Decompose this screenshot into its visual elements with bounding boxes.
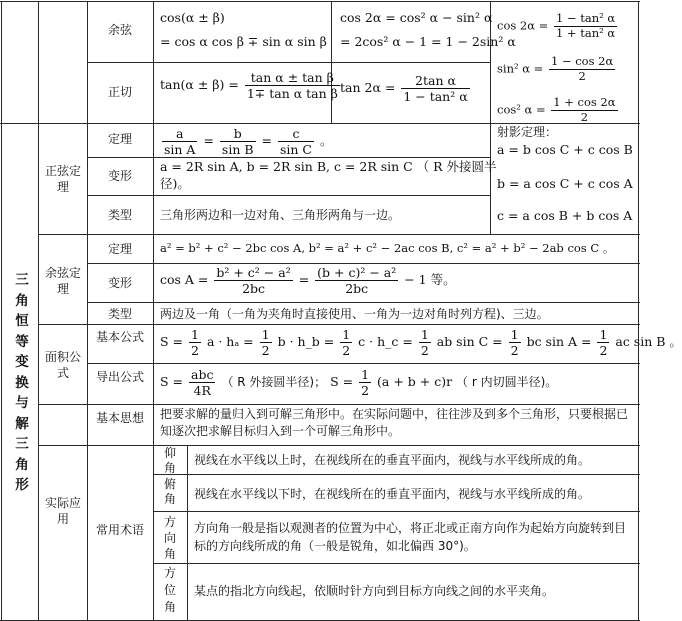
cosine-sum-line2: = cos α cos β ∓ sin α sin β	[160, 34, 327, 49]
tangent-sum-lhs: tan(α ± β) =	[160, 77, 239, 92]
area-derived-rest: (a + b + c)r	[377, 374, 453, 389]
cos2a-den: 1 + tan² α	[555, 25, 616, 40]
area-half-3-den: 2	[342, 343, 351, 358]
cosines-variant-eq: =	[298, 272, 310, 287]
tangent-double-den: 1 − tan² α	[403, 89, 468, 104]
sin-squared-fraction	[549, 55, 615, 84]
cosines-variant-formula	[160, 265, 456, 296]
sines-theorem-formula	[160, 126, 333, 157]
sines-a-den: sin A	[164, 142, 196, 157]
cosines-variant-num2: (b + c)² − a²	[317, 265, 397, 280]
tangent-double-fraction	[401, 73, 469, 104]
projection-title: 射影定理：	[497, 125, 558, 139]
area-half-1-num: 1	[191, 327, 199, 342]
sines-variant-label: 变形	[107, 169, 132, 183]
area-abc-num: abc	[191, 367, 214, 382]
area-half-derived-den: 2	[361, 383, 370, 398]
tangent-double-formula	[340, 73, 472, 104]
area-derived-s1: S =	[160, 374, 184, 389]
area-half-2	[260, 327, 272, 358]
cosine-label: 余弦	[107, 23, 132, 37]
cosines-variant-label: 变形	[107, 276, 132, 290]
cos2a-lhs: cos 2α =	[497, 18, 549, 33]
basic-idea-label: 基本思想	[95, 411, 144, 425]
area-term-1: a · hₐ =	[206, 334, 254, 349]
area-half-4	[419, 327, 431, 358]
projection-formula-c: c = a cos B + b cos A	[497, 208, 633, 223]
tangent-sum-formula	[160, 70, 342, 101]
cosines-type-label: 类型	[107, 307, 132, 321]
section-title-glyph: 三	[15, 436, 29, 452]
sines-c-num: c	[278, 126, 314, 142]
section-title	[12, 270, 32, 496]
section-title-glyph: 三	[15, 272, 29, 288]
sines-b-den: sin B	[221, 142, 254, 157]
area-half-2-den: 2	[261, 343, 270, 358]
sines-b-num: b	[220, 126, 256, 142]
cos-squared-formula	[497, 96, 620, 125]
term-name-elevation: 仰角	[163, 446, 176, 475]
tangent-sum-den: 1∓ tan α tan β	[246, 86, 338, 101]
term-name-depression: 俯角	[163, 477, 176, 506]
cosine-sum-line1: cos(α ± β)	[160, 10, 225, 25]
section-title-glyph: 角	[15, 456, 29, 473]
area-abc-fraction	[189, 367, 215, 398]
sines-eq2: =	[261, 133, 273, 148]
law-of-sines-label: 正弦定理	[44, 164, 81, 195]
area-basic-label: 基本公式	[95, 330, 144, 344]
term-desc-depression: 视线在水平线以下时，在视线所在的垂直平面内，视线与水平线所成的角。	[194, 487, 591, 501]
area-derived-note1: （ R 外接圆半径)；	[221, 375, 327, 389]
cosines-type-text: 两边及一角（一角为夹角时直接使用、一角为一边对角时列方程)、三边。	[160, 307, 549, 321]
law-of-cosines-label: 余弦定理	[44, 266, 81, 297]
sin-squared-formula	[497, 55, 617, 84]
sines-type-text: 三角形两边和一边对角、三角形两角与一边。	[160, 208, 401, 222]
area-term-5: bc sin A =	[526, 334, 592, 349]
application-label: 实际应用	[44, 496, 81, 527]
area-half-5-den: 2	[510, 343, 519, 358]
basic-idea-text: 把要求解的量归入到可解三角形中。在实际问题中，往往涉及到多个三角形，只要根据已知逐次把求解目标归入到一个可解三角形中。	[160, 407, 629, 438]
sines-type-label: 类型	[107, 208, 132, 222]
section-title-glyph: 角	[15, 292, 29, 309]
section-title-glyph: 与	[15, 395, 29, 411]
term-desc-azimuth: 某点的指北方向线起，依顺时针方向到目标方向线之间的水平夹角。	[194, 584, 555, 598]
sines-tail: 。	[320, 133, 333, 148]
area-half-6-num: 1	[599, 327, 608, 342]
cos2a-fraction	[554, 12, 617, 41]
section-title-glyph: 换	[15, 374, 29, 391]
sines-eq1: =	[203, 133, 214, 148]
section-title-glyph: 形	[15, 477, 29, 493]
area-half-1-den: 2	[191, 343, 199, 358]
tangent-double-num: 2tan α	[401, 73, 469, 89]
term-desc-elevation: 视线在水平线以上时，在视线所在的垂直平面内，视线与水平线所成的角。	[194, 453, 591, 467]
term-desc-direction-angle: 方向角一般是指以观测者的位置为中心，将正北或正南方向作为起始方向旋转到目标的方向线所成的角（一般是锐角，如北偏西 30°)。	[194, 521, 627, 553]
area-half-6-den: 2	[599, 343, 608, 358]
area-basic-s: S =	[160, 334, 184, 349]
terms-label: 常用术语	[95, 523, 144, 537]
area-derived-s2: S =	[330, 374, 354, 389]
cosines-variant-lhs: cos A =	[160, 272, 209, 287]
section-title-text	[12, 270, 32, 496]
sines-frac-b	[220, 126, 256, 157]
section-title-glyph: 等	[15, 333, 29, 350]
area-half-2-num: 1	[261, 327, 270, 342]
area-half-5	[509, 327, 521, 358]
area-term-3: c · h_c =	[358, 334, 413, 349]
projection-formula-a: a = b cos C + c cos B	[497, 142, 633, 157]
sin-squared-lhs: sin² α =	[497, 61, 544, 76]
projection-formula-b: b = a cos C + c cos A	[497, 176, 633, 191]
area-half-4-num: 1	[420, 327, 429, 342]
area-derived-formula	[160, 367, 557, 398]
sines-variant-line2: 径)。	[160, 176, 190, 191]
cosines-variant-frac1	[214, 265, 292, 296]
area-abc-den: 4R	[193, 383, 211, 398]
section-title-glyph: 解	[15, 415, 29, 432]
area-half-4-den: 2	[420, 343, 429, 358]
area-half-derived	[359, 367, 371, 398]
sin-squared-num: 1 − cos 2α	[550, 54, 614, 68]
area-term-2: b · h_b =	[277, 334, 335, 349]
cosines-variant-frac2	[315, 265, 398, 296]
sines-theorem-label: 定理	[107, 132, 132, 146]
cos2a-num: 1 − tan² α	[555, 11, 616, 25]
area-term-4: ab sin C =	[436, 334, 503, 349]
cos-squared-fraction	[551, 96, 617, 125]
tangent-sum-fraction	[245, 70, 340, 101]
sin-squared-den: 2	[578, 68, 586, 83]
sines-c-den: sin C	[280, 142, 313, 157]
sines-frac-c	[278, 126, 314, 157]
area-half-3-num: 1	[342, 327, 351, 342]
area-term-6: ac sin B 。	[615, 334, 682, 349]
cosine-double-line2: = 2cos² α − 1 = 1 − 2sin² α	[340, 34, 516, 49]
cos-squared-num: 1 + cos 2α	[553, 95, 616, 109]
tangent-sum-num: tan α ± tan β	[245, 70, 340, 86]
area-half-derived-num: 1	[361, 367, 370, 382]
cosines-theorem-label: 定理	[107, 242, 132, 256]
area-half-5-num: 1	[510, 327, 519, 342]
cosines-variant-den2: 2bc	[345, 281, 369, 296]
tangent-label: 正切	[107, 85, 132, 99]
tangent-double-lhs: tan 2α =	[340, 80, 396, 95]
area-half-6	[597, 327, 609, 358]
term-name-azimuth: 方位角	[163, 566, 176, 614]
section-title-glyph: 恒	[15, 313, 29, 329]
sines-a-num: a	[162, 126, 197, 142]
area-formulas-label: 面积公式	[44, 350, 81, 381]
section-title-glyph: 变	[15, 354, 29, 370]
area-half-1	[189, 327, 201, 358]
sines-frac-a	[162, 126, 197, 157]
term-name-direction-angle: 方向角	[163, 515, 176, 561]
cos-squared-lhs: cos² α =	[497, 102, 546, 117]
cos-squared-den: 2	[580, 109, 589, 124]
area-derived-note2: （ r 内切圆半径)。	[456, 375, 558, 389]
area-derived-label: 导出公式	[95, 370, 144, 384]
area-basic-formula	[160, 327, 682, 358]
cosines-variant-tail: − 1 等。	[404, 272, 456, 287]
cosines-variant-den1: 2bc	[242, 281, 266, 296]
cosine-double-line1: cos 2α = cos² α − sin² α	[340, 10, 493, 25]
area-half-3	[340, 327, 352, 358]
cosines-variant-num1: b² + c² − a²	[216, 265, 291, 280]
cosines-theorem-text: a² = b² + c² − 2bc cos A, b² = a² + c² − 2ac cos B, c² = a² + b² − 2ab cos C 。	[160, 241, 615, 255]
cos2a-tan-formula	[497, 12, 619, 41]
sines-variant-line1: a = 2R sin A, b = 2R sin B, c = 2R sin C （ R 外接圆半	[160, 159, 497, 174]
